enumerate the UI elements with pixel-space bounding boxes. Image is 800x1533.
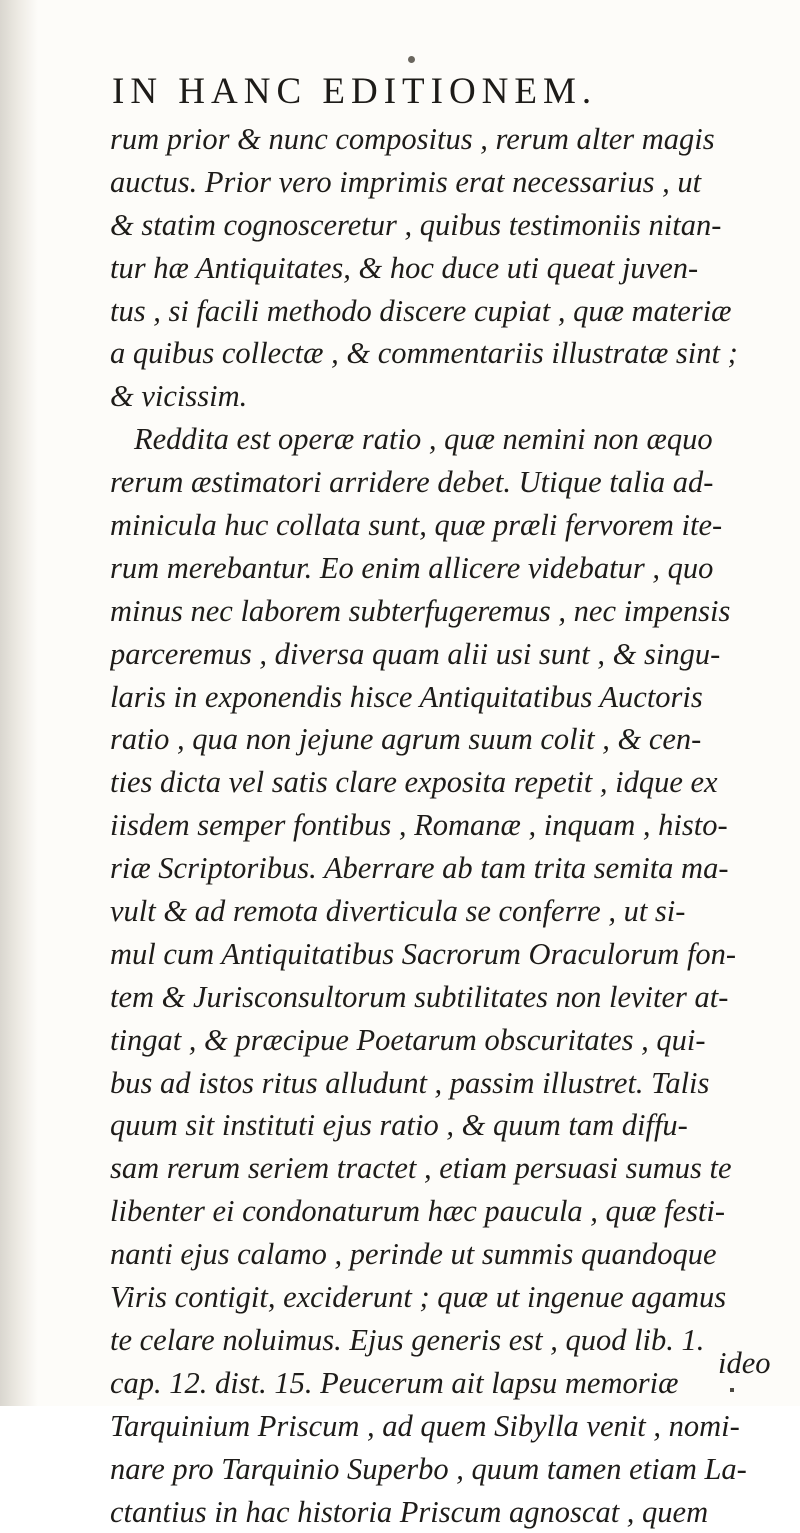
text-line: rerum æstimatori arridere debet. Utique talia ad- [110,461,770,504]
text-line: ratio , qua non jejune agrum suum colit , & cen- [110,718,770,761]
text-line: ctantius in hac historia Priscum agnoscat , quem [110,1491,770,1533]
running-head: IN HANC EDITIONEM. [112,70,752,113]
paragraph-first-line: Reddita est operæ ratio , quæ nemini non æquo [110,418,770,461]
text-line: rum merebantur. Eo enim allicere videbatur , quo [110,547,770,590]
text-line: & vicissim. [110,375,770,418]
text-line: ties dicta vel satis clare exposita repetit , idque ex [110,761,770,804]
text-line: & statim cognosceretur , quibus testimoniis nitan- [110,204,770,247]
text-line: Tarquinium Priscum , ad quem Sibylla venit , nomi- [110,1405,770,1448]
print-speck [730,1388,734,1392]
text-line: riæ Scriptoribus. Aberrare ab tam trita semita ma- [110,847,770,890]
body-text [110,118,770,1533]
text-line: vult & ad remota diverticula se conferre , ut si- [110,890,770,933]
text-line: iisdem semper fontibus , Romanæ , inquam , histo- [110,804,770,847]
text-line: mul cum Antiquitatibus Sacrorum Oraculorum fon- [110,933,770,976]
text-line: te celare noluimus. Ejus generis est , quod lib. 1. [110,1319,770,1362]
text-line: minus nec laborem subterfugeremus , nec impensis [110,590,770,633]
text-line: tingat , & præcipue Poetarum obscuritates , qui- [110,1019,770,1062]
ornament-dot [408,56,415,63]
text-line: tus , si facili methodo discere cupiat , quæ materiæ [110,290,770,333]
text-line: tem & Jurisconsultorum subtilitates non leviter at- [110,976,770,1019]
text-line: rum prior & nunc compositus , rerum alter magis [110,118,770,161]
text-line: sam rerum seriem tractet , etiam persuasi sumus te [110,1147,770,1190]
text-line: bus ad istos ritus alludunt , passim illustret. Talis [110,1062,770,1105]
text-line: libenter ei condonaturum hæc paucula , quæ festi- [110,1190,770,1233]
text-line: tur hæ Antiquitates, & hoc duce uti queat juven- [110,247,770,290]
text-line: parceremus , diversa quam alii usi sunt , & singu- [110,633,770,676]
text-line: nare pro Tarquinio Superbo , quum tamen etiam La- [110,1448,770,1491]
text-line: cap. 12. dist. 15. Peucerum ait lapsu memoriæ [110,1362,770,1405]
text-line: laris in exponendis hisce Antiquitatibus Auctoris [110,676,770,719]
text-line: nanti ejus calamo , perinde ut summis quandoque [110,1233,770,1276]
text-line: quum sit instituti ejus ratio , & quum tam diffu- [110,1104,770,1147]
text-line: minicula huc collata sunt, quæ præli fervorem ite- [110,504,770,547]
text-line: a quibus collectæ , & commentariis illustratæ sint ; [110,332,770,375]
gutter-shadow [0,0,38,1406]
text-line: auctus. Prior vero imprimis erat necessarius , ut [110,161,770,204]
text-line: Viris contigit, exciderunt ; quæ ut ingenue agamus [110,1276,770,1319]
catchword: ideo [718,1346,771,1381]
